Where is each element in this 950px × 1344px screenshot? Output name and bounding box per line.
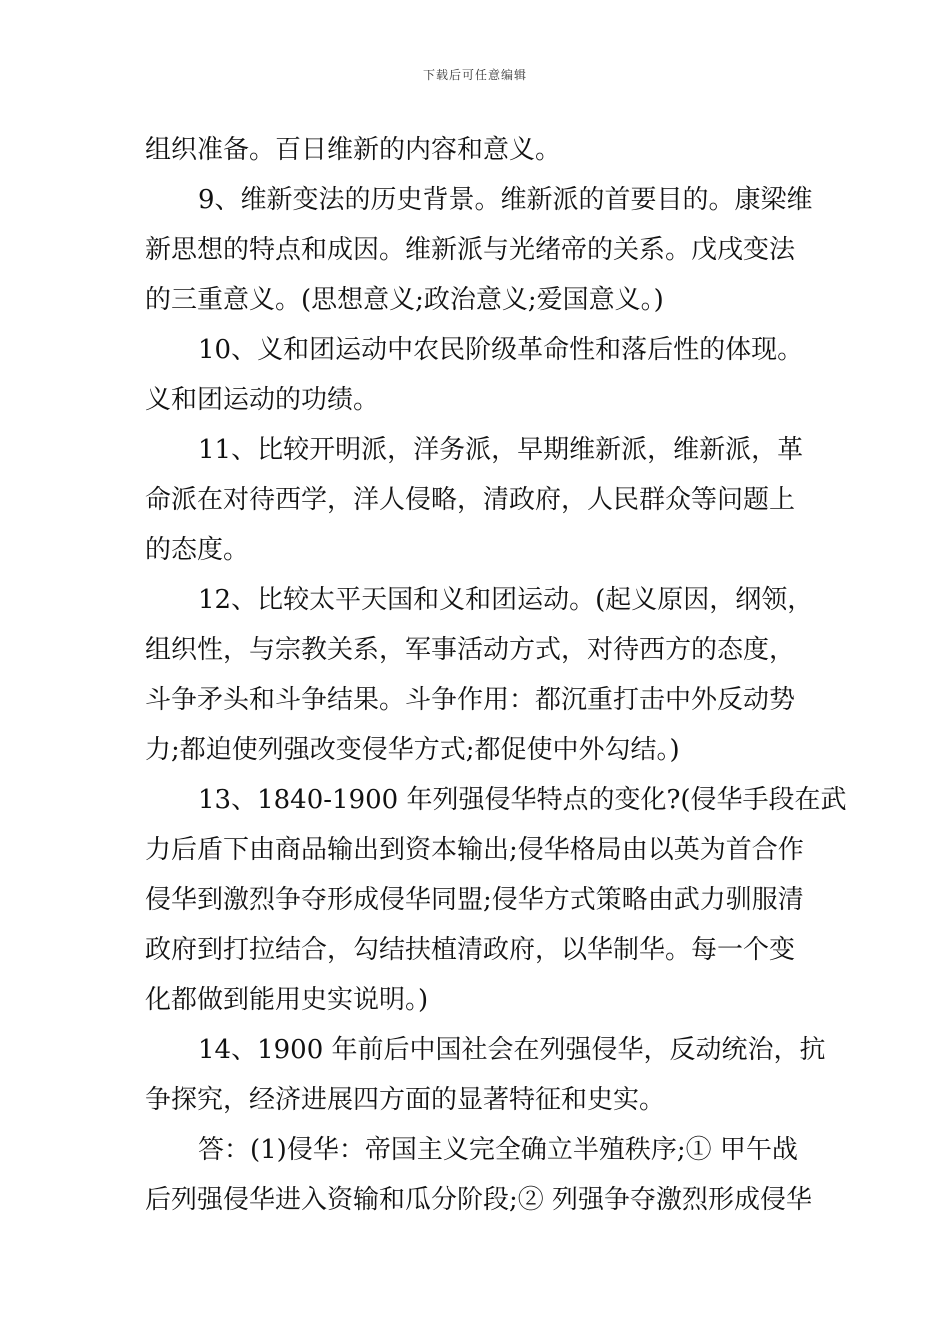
paragraph-10-line: 10、义和团运动中农民阶级革命性和落后性的体现。	[198, 335, 804, 365]
text-line: 政府到打拉结合，勾结扶植清政府，以华制华。每一个变	[145, 935, 796, 965]
text-line: 的态度。	[145, 535, 250, 565]
text-line: 侵华到激烈争夺形成侵华同盟;侵华方式策略由武力驯服清	[145, 885, 804, 915]
text-line: 力后盾下由商品输出到资本输出;侵华格局由以英为首合作	[145, 835, 804, 865]
paragraph-13-line: 13、1840-1900 年列强侵华特点的变化?(侵华手段在武	[198, 785, 847, 815]
paragraph-11-line: 11、比较开明派，洋务派，早期维新派，维新派，革	[198, 435, 804, 465]
text-line: 组织准备。百日维新的内容和意义。	[145, 135, 562, 165]
text-line: 争探究，经济进展四方面的显著特征和史实。	[145, 1085, 666, 1115]
paragraph-9-line: 9、维新变法的历史背景。维新派的首要目的。康梁维	[198, 185, 813, 215]
text-line: 组织性，与宗教关系，军事活动方式，对待西方的态度，	[145, 635, 796, 665]
text-line: 义和团运动的功绩。	[145, 385, 380, 415]
text-line: 后列强侵华进入资输和瓜分阶段;② 列强争夺激烈形成侵华	[145, 1185, 813, 1215]
text-line: 命派在对待西学，洋人侵略，清政府，人民群众等问题上	[145, 485, 796, 515]
text-line: 新思想的特点和成因。维新派与光绪帝的关系。戊戌变法	[145, 235, 796, 265]
answer-line: 答：(1)侵华：帝国主义完全确立半殖秩序;① 甲午战	[198, 1135, 798, 1165]
text-line: 力;都迫使列强改变侵华方式;都促使中外勾结。)	[145, 735, 680, 765]
text-line: 的三重意义。(思想意义;政治意义;爱国意义。)	[145, 285, 664, 315]
text-line: 斗争矛头和斗争结果。斗争作用：都沉重打击中外反动势	[145, 685, 796, 715]
page-header: 下载后可任意编辑	[422, 68, 527, 82]
paragraph-12-line: 12、比较太平天国和义和团运动。(起义原因，纲领，	[198, 585, 814, 615]
paragraph-14-line: 14、1900 年前后中国社会在列强侵华，反动统治，抗	[198, 1035, 826, 1065]
text-line: 化都做到能用史实说明。)	[145, 985, 429, 1015]
